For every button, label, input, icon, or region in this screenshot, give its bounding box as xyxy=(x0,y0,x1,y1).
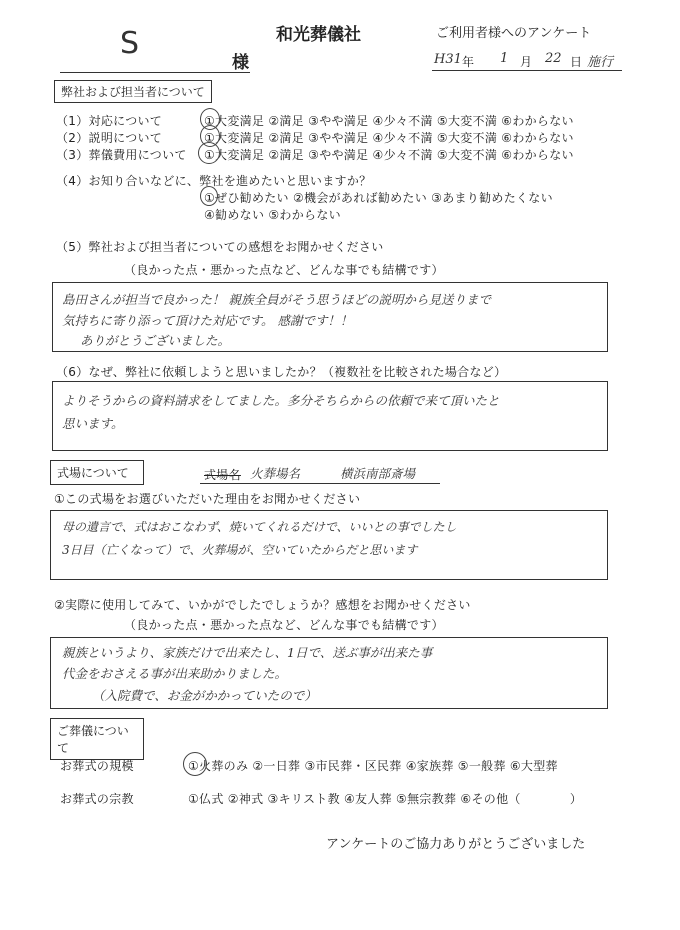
section-venue-heading: 式場について xyxy=(50,460,144,485)
q3-selected-mark xyxy=(198,142,220,164)
funeral-scale-label: お葬式の規模 xyxy=(60,759,134,773)
venue-q2-label: ②実際に使用してみて、いかがでしたでしょうか？感想をお聞かせください xyxy=(54,598,471,612)
q4-options-line2: ④勧めない ⑤わからない xyxy=(204,208,341,222)
q5-answer-line3: ありがとうございました。 xyxy=(80,333,231,348)
funeral-religion-label: お葬式の宗教 xyxy=(60,792,134,806)
funeral-scale-selected-mark xyxy=(183,752,207,776)
q1-options: ①大変満足 ②満足 ③やや満足 ④少々不満 ⑤大変不満 ⑥わからない xyxy=(204,114,574,128)
q5-answer-line1: 島田さんが担当で良かった！ 親族全員がそう思うほどの説明から見送りまで xyxy=(62,292,491,307)
q3-label: （3）葬儀費用について xyxy=(56,148,187,162)
date-day: 22 xyxy=(545,51,562,66)
venue-q2-answer-line2: 代金をおさえる事が出来助かりました。 xyxy=(62,666,288,681)
funeral-religion-options: ①仏式 ②神式 ③キリスト教 ④友人葬 ⑤無宗教葬 ⑥その他（ ） xyxy=(188,792,583,806)
q5-answer-line2: 気持ちに寄り添って頂けた対応です。 感謝です！！ xyxy=(62,313,353,328)
q6-label: （6）なぜ、弊社に依頼しようと思いましたか？（複数社を比較された場合など） xyxy=(56,365,507,379)
customer-initial: S xyxy=(120,26,140,61)
honorific: 様 xyxy=(232,53,249,73)
q1-label: （1）対応について xyxy=(56,114,163,128)
venue-q2-answer-line3: （入院費で、お金がかかっていたので） xyxy=(92,688,317,703)
venue-prefix: 火葬場名 xyxy=(250,466,301,481)
venue-struck-label: 式場名 xyxy=(204,468,241,482)
venue-q1-answer-line1: 母の遺言で、式はおこなわず、焼いてくれるだけで、いいとの事でしたし xyxy=(62,520,457,534)
venue-q2-sub: （良かった点・悪かった点など、どんな事でも結構です） xyxy=(124,618,444,632)
year-label: 年 xyxy=(462,55,475,69)
customer-name-underline xyxy=(60,72,250,73)
survey-title: ご利用者様へのアンケート xyxy=(436,26,592,41)
q5-label: （5）弊社および担当者についての感想をお聞かせください xyxy=(56,240,384,254)
date-era-year: H31 xyxy=(434,52,462,67)
held-label: 施行 xyxy=(587,55,614,70)
q6-answer-line2: 思います。 xyxy=(62,416,124,431)
q5-sub: （良かった点・悪かった点など、どんな事でも結構です） xyxy=(124,263,444,277)
date-underline xyxy=(432,70,622,71)
funeral-scale-options: ①火葬のみ ②一日葬 ③市民葬・区民葬 ④家族葬 ⑤一般葬 ⑥大型葬 xyxy=(188,759,558,773)
section-company-heading: 弊社および担当者について xyxy=(54,80,212,103)
day-label: 日 xyxy=(570,55,583,69)
month-label: 月 xyxy=(520,55,533,69)
q2-label: （2）説明について xyxy=(56,131,163,145)
q2-options: ①大変満足 ②満足 ③やや満足 ④少々不満 ⑤大変不満 ⑥わからない xyxy=(204,131,574,145)
q3-options: ①大変満足 ②満足 ③やや満足 ④少々不満 ⑤大変不満 ⑥わからない xyxy=(204,148,574,162)
company-name: 和光葬儀社 xyxy=(276,25,361,45)
q6-answer-line1: よりそうからの資料請求をしてました。多分そちらからの依頼で来て頂いたと xyxy=(62,393,500,408)
venue-q1-answer-line2: 3日目（亡くなって）で、火葬場が、空いていたからだと思います xyxy=(62,543,418,557)
venue-q1-label: ①この式場をお選びいただいた理由をお聞かせください xyxy=(54,492,361,506)
q4-selected-mark xyxy=(200,186,218,206)
q4-label: （4）お知り合いなどに、弊社を進めたいと思いますか？ xyxy=(56,174,372,188)
venue-name: 横浜南部斎場 xyxy=(340,466,416,481)
date-month: 1 xyxy=(500,51,509,66)
venue-q2-answer-line1: 親族というより、家族だけで出来たし、1日で、送ぶ事が出来た事 xyxy=(62,645,433,660)
q4-options-line1: ①ぜひ勧めたい ②機会があれば勧めたい ③あまり勧めたくない xyxy=(204,191,553,205)
venue-underline xyxy=(200,483,440,484)
footer-thanks: アンケートのご協力ありがとうございました xyxy=(326,837,586,852)
section-funeral-heading: ご葬儀について xyxy=(50,718,144,760)
